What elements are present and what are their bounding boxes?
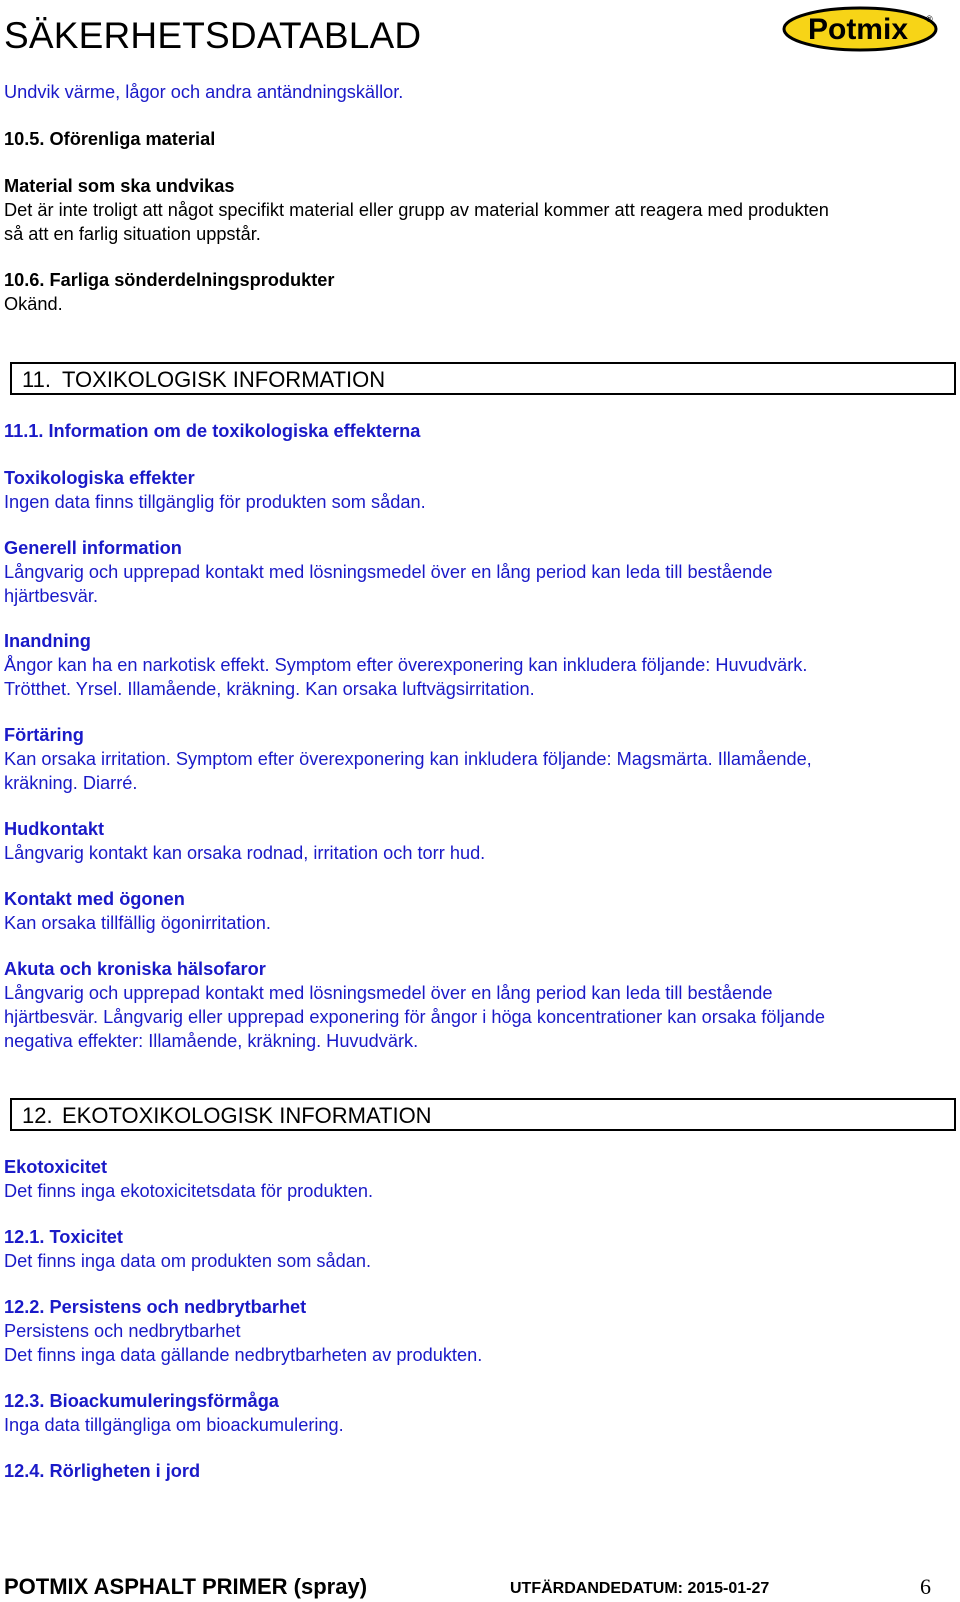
section-number: 12. (22, 1103, 53, 1128)
section-title: TOXIKOLOGISK INFORMATION (62, 367, 386, 392)
subheading: Generell information (4, 538, 182, 558)
section-number: 11. (22, 367, 51, 392)
section-header-12 (10, 1098, 956, 1131)
footer-issue-date: UTFÄRDANDEDATUM: 2015-01-27 (510, 1580, 770, 1597)
subsection-heading: 12.2. Persistens och nedbrytbarhet (4, 1297, 307, 1317)
text-line: Långvarig och upprepad kontakt med lösningsmedel över en lång period kan leda till bestående (4, 983, 773, 1003)
text-line: Trötthet. Yrsel. Illamående, kräkning. Kan orsaka luftvägsirritation. (4, 679, 535, 699)
text-line: Okänd. (4, 294, 63, 314)
footer-product-name: POTMIX ASPHALT PRIMER (spray) (4, 1574, 368, 1599)
subsection-heading: 10.6. Farliga sönderdelningsprodukter (4, 270, 335, 290)
subsection-heading: 12.4. Rörligheten i jord (4, 1461, 201, 1481)
text-line: Långvarig kontakt kan orsaka rodnad, irritation och torr hud. (4, 843, 486, 863)
subheading: Toxikologiska effekter (4, 468, 195, 488)
logo-text: Potmix (807, 13, 909, 46)
subheading: Ekotoxicitet (4, 1157, 108, 1177)
text-line: Ångor kan ha en narkotisk effekt. Symptom efter överexponering kan inkludera följande: Huvudvärk. (4, 655, 808, 675)
logo-registered: ® (926, 14, 933, 24)
text-line: Inga data tillgängliga om bioackumulering. (4, 1415, 344, 1435)
subsection-heading: 12.3. Bioackumuleringsförmåga (4, 1391, 279, 1411)
text-line: Undvik värme, lågor och andra antändningskällor. (4, 82, 404, 102)
text-line: negativa effekter: Illamående, kräkning. Huvudvärk. (4, 1031, 419, 1051)
subheading: Inandning (4, 631, 91, 651)
text-line: hjärtbesvär. (4, 586, 99, 606)
text-line: kräkning. Diarré. (4, 773, 138, 793)
section-title: EKOTOXIKOLOGISK INFORMATION (62, 1103, 432, 1128)
subsection-heading: 10.5. Oförenliga material (4, 129, 216, 149)
text-line: så att en farlig situation uppstår. (4, 224, 261, 244)
text-line: Det finns inga data gällande nedbrytbarheten av produkten. (4, 1345, 483, 1365)
subheading: Hudkontakt (4, 819, 105, 839)
subheading: Material som ska undvikas (4, 176, 235, 196)
text-line: Kan orsaka irritation. Symptom efter överexponering kan inkludera följande: Magsmärta. Illamående, (4, 749, 812, 769)
text-line: Långvarig och upprepad kontakt med lösningsmedel över en lång period kan leda till bestående (4, 562, 773, 582)
potmix-logo (780, 4, 940, 54)
section-header-11 (10, 362, 956, 395)
subheading: Akuta och kroniska hälsofaror (4, 959, 266, 979)
text-line: Det finns inga data om produkten som sådan. (4, 1251, 372, 1271)
text-line: hjärtbesvär. Långvarig eller upprepad exponering för ångor i höga koncentrationer kan orsaka följande (4, 1007, 825, 1027)
text-line: Det är inte troligt att något specifikt material eller grupp av material kommer att reagera med produkten (4, 200, 829, 220)
footer-page-number: 6 (920, 1574, 931, 1599)
subsection-heading: 12.1. Toxicitet (4, 1227, 123, 1247)
text-line: Kan orsaka tillfällig ögonirritation. (4, 913, 271, 933)
subheading: Förtäring (4, 725, 84, 745)
subsection-heading: 11.1. Information om de toxikologiska effekterna (4, 421, 421, 441)
text-line: Persistens och nedbrytbarhet (4, 1321, 241, 1341)
text-line: Det finns inga ekotoxicitetsdata för produkten. (4, 1181, 374, 1201)
text-line: Ingen data finns tillgänglig för produkten som sådan. (4, 492, 426, 512)
subheading: Kontakt med ögonen (4, 889, 185, 909)
document-title: SÄKERHETSDATABLAD (4, 15, 422, 56)
